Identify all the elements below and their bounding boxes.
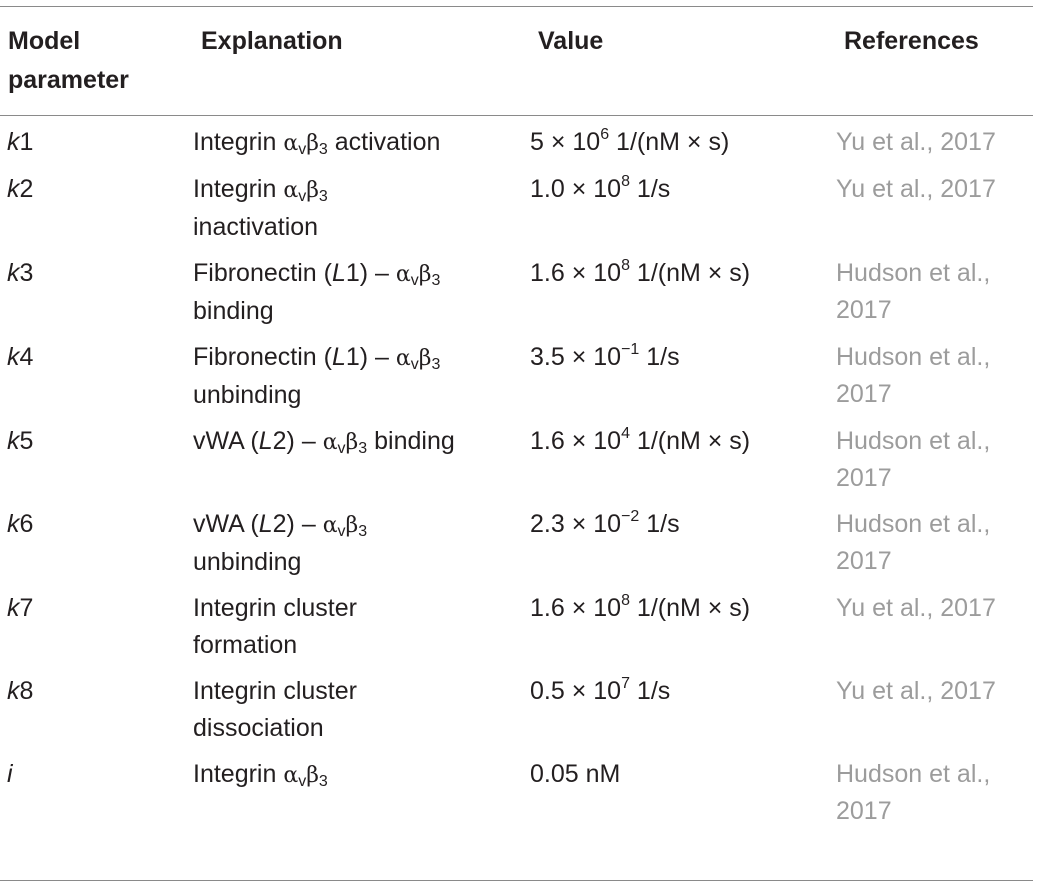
cell-explanation: Fibronectin $(L1) - \alpha_v\beta_3$ unbinding [193,343,441,409]
cell-explanation: Integrin cluster dissociation [193,677,357,742]
parameter-index: 4 [19,343,34,371]
parameter-symbol: k [7,427,20,455]
table-row [0,162,1030,246]
parameter-index: 6 [19,510,34,538]
table-row [0,497,1030,581]
cell-model-parameter [0,330,193,414]
cell-reference: Hudson et al., 2017 [836,259,991,324]
parameter-index: 3 [19,259,34,287]
parameter-symbol: i [7,760,13,788]
cell-reference: Yu et al., 2017 [836,594,996,622]
parameter-symbol: k [7,594,20,622]
parameter-symbol: k [7,175,20,203]
header-explanation: Explanation [201,27,343,55]
cell-value: $1.0 \times 10^8$ 1/s [530,173,671,203]
parameter-index: 7 [19,594,34,622]
cell-reference: Yu et al., 2017 [836,677,996,705]
cell-reference: Hudson et al., 2017 [836,760,991,825]
cell-value: 0.05 nM [530,760,621,788]
cell-value: $1.6 \times 10^8$ 1/(nM × s) [530,257,751,287]
cell-model-parameter [0,581,193,664]
parameter-symbol: k [7,259,20,287]
cell-explanation: Integrin cluster formation [193,594,357,659]
cell-value: $0.5 \times 10^7$ 1/s [530,675,671,705]
cell-model-parameter [0,162,193,246]
parameter-index: 1 [19,128,34,156]
cell-model-parameter [0,747,193,830]
table-row [0,414,1030,497]
cell-value: $1.6 \times 10^4$ 1/(nM × s) [530,425,751,455]
cell-reference: Hudson et al., 2017 [836,343,991,408]
table-row [0,100,1030,162]
parameter-index: 2 [19,175,34,203]
cell-explanation: Integrin $\alpha_v\beta_3$ activation [193,128,441,158]
cell-model-parameter [0,246,193,330]
cell-reference: Yu et al., 2017 [836,128,996,156]
cell-model-parameter [0,414,193,497]
table-row [0,664,1030,747]
table-row [0,330,1030,414]
header-row [0,7,1030,100]
parameter-symbol: k [7,510,20,538]
cell-explanation: Integrin $\alpha_v\beta_3$ inactivation [193,175,328,241]
cell-model-parameter [0,497,193,581]
parameter-index: 5 [19,427,34,455]
cell-explanation: Fibronectin $(L1) - \alpha_v\beta_3$ binding [193,259,441,325]
parameter-index: 8 [19,677,34,705]
header-references: References [844,27,979,55]
table-row [0,581,1030,664]
cell-explanation: vWA $(L2) - \alpha_v\beta_3$ unbinding [193,510,368,576]
cell-value: $5 \times 10^6$ 1/(nM × s) [530,126,730,156]
header-model-parameter: Model parameter [8,27,129,94]
cell-explanation: vWA $(L2) - \alpha_v\beta_3$ binding [193,427,455,457]
cell-value: $2.3 \times 10^{-2}$ 1/s [530,508,680,538]
cell-reference: Hudson et al., 2017 [836,427,991,492]
cell-model-parameter [0,100,193,162]
table-bottom-rule [0,880,1033,881]
table-row [0,246,1030,330]
table-header [0,7,1030,100]
cell-reference: Hudson et al., 2017 [836,510,991,575]
cell-value: $3.5 \times 10^{-1}$ 1/s [530,341,680,371]
header-value: Value [538,27,604,55]
cell-explanation: Integrin $\alpha_v\beta_3$ [193,760,328,790]
parameter-symbol: k [7,677,20,705]
model-parameter-table [0,7,1030,830]
cell-value: $1.6 \times 10^8$ 1/(nM × s) [530,592,751,622]
parameter-symbol: k [7,343,20,371]
table-body [0,100,1030,830]
cell-reference: Yu et al., 2017 [836,175,996,203]
cell-model-parameter [0,664,193,747]
table-row [0,747,1030,830]
parameter-symbol: k [7,128,20,156]
